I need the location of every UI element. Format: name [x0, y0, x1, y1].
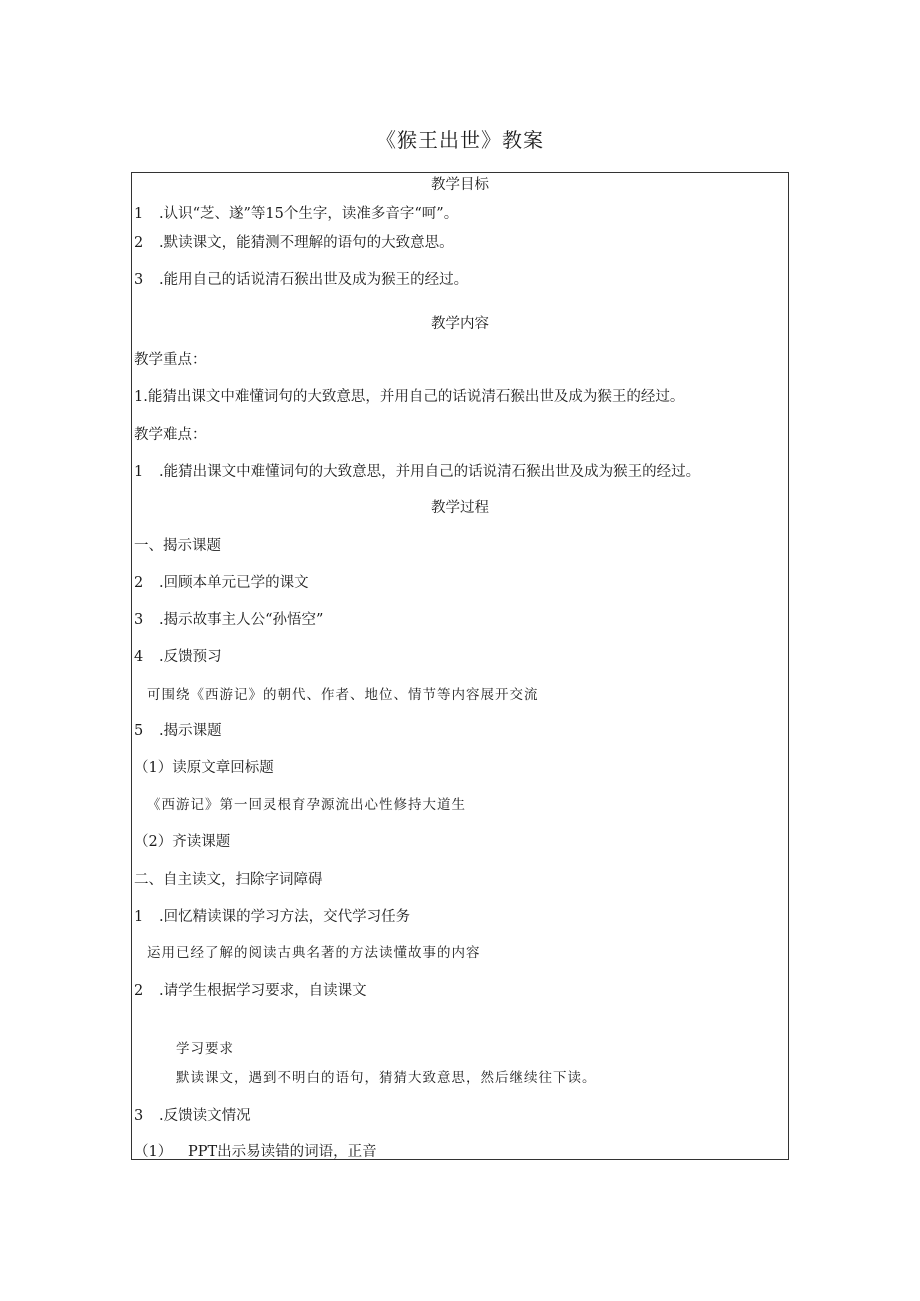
key-points-label: 教学重点： [134, 352, 207, 368]
task-3-text: .反馈读文情况 [159, 1108, 251, 1124]
step-2 [134, 574, 309, 592]
content-heading: 教学内容 [431, 316, 489, 332]
process-heading: 教学过程 [431, 500, 489, 516]
step-5 [134, 722, 222, 740]
goal-text-2: .默读课文，能猜测不理解的语句的大致意思。 [159, 235, 454, 251]
part2-heading: 二、自主读文，扫除字词障碍 [134, 872, 323, 888]
task-1-note: 运用已经了解的阅读古典名著的方法读懂故事的内容 [147, 945, 481, 961]
task-3-sub-num: （1） [134, 1144, 173, 1160]
task-2 [134, 982, 367, 1000]
task-3-sub [134, 1143, 377, 1161]
part1-heading: 一、揭示课题 [134, 538, 221, 554]
substep-1-note: 《西游记》第一回灵根育孕源流出心性修持大道生 [147, 797, 466, 813]
task-1-text: .回忆精读课的学习方法，交代学习任务 [159, 909, 411, 925]
task-3-sub-text: PPT出示易读错的词语，正音 [188, 1144, 377, 1160]
substep-2: （2）齐读课题 [134, 834, 231, 850]
step-2-text: .回顾本单元已学的课文 [159, 575, 309, 591]
step-5-num: 5 [134, 723, 144, 739]
difficulties-text: .能猜出课文中难懂词句的大致意思，并用自己的话说清石猴出世及成为猴王的经过。 [159, 464, 701, 480]
page-title: 《猴王出世》教案 [376, 128, 544, 152]
task-3 [134, 1107, 251, 1125]
step-3-text: .揭示故事主人公“孙悟空” [159, 612, 324, 628]
step-3-num: 3 [134, 612, 144, 628]
task-2-text: .请学生根据学习要求，自读课文 [159, 983, 367, 999]
goal-text-1: .认识“芝、遂”等15个生字，读准多音字“呵”。 [159, 206, 459, 222]
requirement-text: 默读课文，遇到不明白的语句，猜猜大致意思，然后继续往下读。 [176, 1070, 597, 1086]
step-2-num: 2 [134, 575, 144, 591]
goal-num-3: 3 [134, 272, 144, 288]
goal-num-1: 1 [134, 206, 144, 222]
difficulties-item [134, 463, 700, 481]
substep-1: （1）读原文章回标题 [134, 760, 274, 776]
step-4-num: 4 [134, 649, 144, 665]
task-2-num: 2 [134, 983, 144, 999]
task-1 [134, 908, 410, 926]
task-3-num: 3 [134, 1108, 144, 1124]
goal-item-3 [134, 271, 468, 289]
goals-heading: 教学目标 [431, 177, 489, 193]
goal-item-1 [134, 205, 458, 223]
key-points-item: 1.能猜出课文中难懂词句的大致意思，并用自己的话说清石猴出世及成为猴王的经过。 [134, 389, 685, 405]
task-1-num: 1 [134, 909, 144, 925]
step-4-note: 可围绕《西游记》的朝代、作者、地位、情节等内容展开交流 [147, 687, 539, 703]
step-3 [134, 611, 323, 629]
goal-num-2: 2 [134, 235, 144, 251]
goal-text-3: .能用自己的话说清石猴出世及成为猴王的经过。 [159, 272, 469, 288]
difficulties-num: 1 [134, 464, 144, 480]
requirement-title: 学习要求 [176, 1041, 234, 1057]
step-4-text: .反馈预习 [159, 649, 222, 665]
step-5-text: .揭示课题 [159, 723, 222, 739]
goal-item-2 [134, 234, 454, 252]
difficulties-label: 教学难点： [134, 427, 207, 443]
step-4 [134, 648, 222, 666]
